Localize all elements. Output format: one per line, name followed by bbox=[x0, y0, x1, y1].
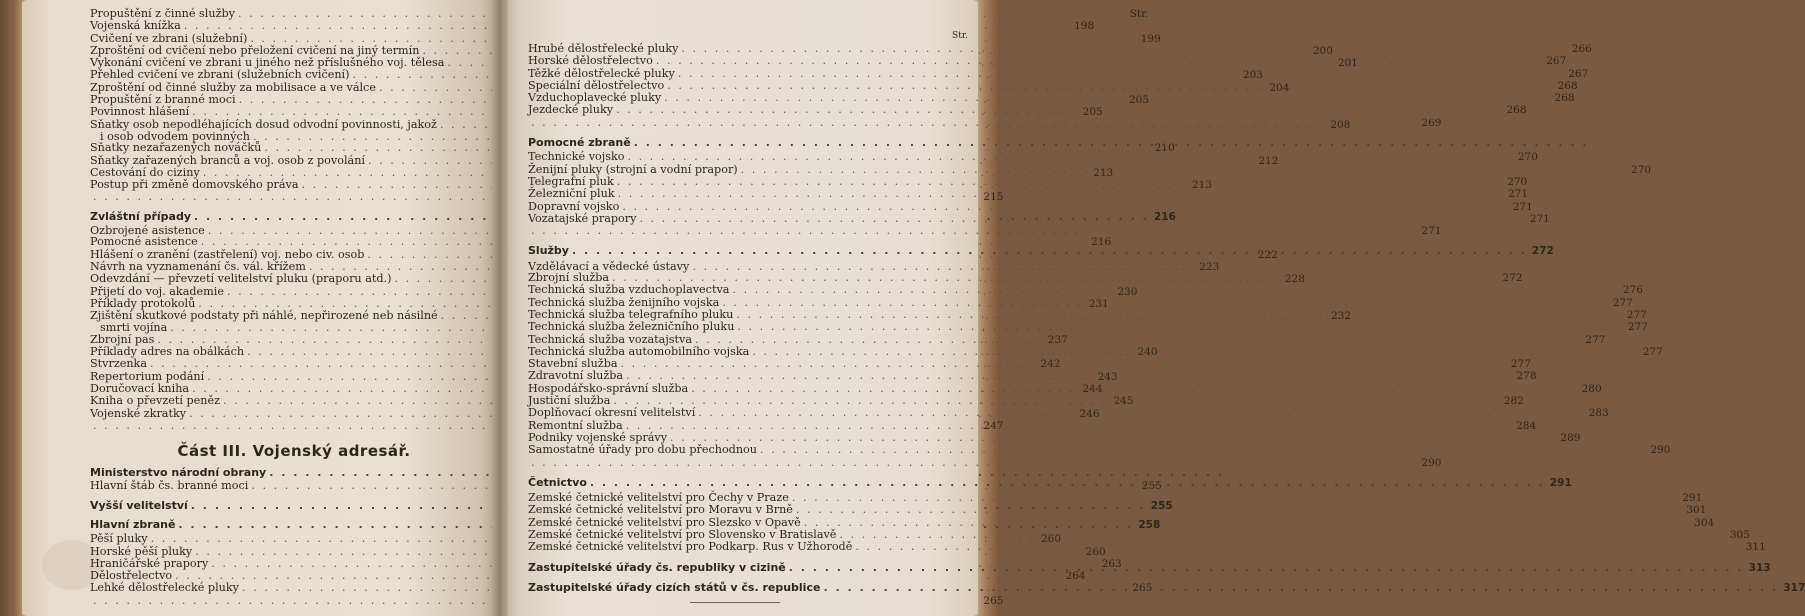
leader-dots bbox=[627, 151, 1510, 162]
section-title: Hlavní zbraně bbox=[90, 517, 176, 531]
leader-dots bbox=[616, 104, 1499, 115]
page-number: 216 bbox=[1153, 210, 1176, 223]
page-number: 313 bbox=[1748, 561, 1771, 574]
page-number: 304 bbox=[1694, 516, 1715, 529]
page-number: 277 bbox=[1626, 308, 1647, 321]
entry-title: Speciální dělostřelectvo bbox=[528, 78, 665, 92]
entry-title: Sňatky zařazených branců a voj. osob z povolání bbox=[90, 153, 365, 167]
toc-entry bbox=[528, 443, 1671, 457]
entry-title: Vojenská knížka bbox=[90, 19, 181, 33]
page-number: 289 bbox=[1560, 431, 1581, 444]
entry-title: Technická služba vzduchoplavectva bbox=[528, 283, 730, 297]
page-number: 271 bbox=[1512, 200, 1533, 213]
page-number: 291 bbox=[1682, 492, 1703, 505]
entry-title: Zemské četnické velitelství pro Slovensko v Bratislavě bbox=[528, 527, 837, 541]
entry-title: Těžké dělostřelecké pluky bbox=[528, 66, 675, 80]
leader-dots bbox=[789, 562, 1744, 573]
entry-title: Technická služba automobilního vojska bbox=[528, 344, 750, 358]
toc-entry bbox=[528, 199, 1533, 213]
part-title: Část III. Vojenský adresář. bbox=[177, 442, 411, 461]
page-number: 268 bbox=[1506, 104, 1527, 117]
page-number: 199 bbox=[1140, 32, 1161, 45]
section-heading bbox=[90, 467, 498, 478]
leader-dots bbox=[691, 383, 1574, 394]
entry-title: Sňatky osob nepodléhajících dosud odvodní povinnosti, jakož bbox=[90, 117, 437, 131]
leader-dots bbox=[617, 176, 1500, 187]
entry-title: i osob odvodem povinných bbox=[100, 129, 250, 143]
page-number: 260 bbox=[1040, 533, 1062, 546]
leader-dots bbox=[855, 541, 1738, 552]
toc-entry bbox=[528, 225, 1442, 238]
book-gutter bbox=[492, 0, 508, 616]
page-number: 246 bbox=[1079, 407, 1100, 420]
entry-title: Příklady protokolů bbox=[90, 296, 196, 310]
page-rule bbox=[690, 602, 780, 603]
entry-title: Vojenské zkratky bbox=[90, 406, 187, 420]
leader-dots bbox=[590, 477, 1545, 488]
leader-dots bbox=[736, 309, 1619, 323]
page-number: 277 bbox=[1585, 333, 1606, 346]
leader-dots bbox=[626, 420, 1509, 431]
page-number: 284 bbox=[1516, 419, 1537, 432]
page-number: 267 bbox=[1546, 55, 1567, 68]
page-number: Str. bbox=[1129, 8, 1149, 20]
page-number: 203 bbox=[1242, 69, 1263, 82]
leader-dots bbox=[621, 358, 1504, 369]
section-heading bbox=[528, 137, 968, 148]
page-number: 266 bbox=[1571, 43, 1592, 55]
leader-dots bbox=[737, 321, 1620, 332]
page-number: 200 bbox=[1312, 44, 1333, 57]
entry-title: Zjištění skutkové podstaty při náhlé, nepřirozené neb násilné bbox=[90, 309, 438, 323]
entry-title: Hospodářsko-správní služba bbox=[528, 381, 689, 395]
page-number: 260 bbox=[1085, 545, 1106, 558]
entry-title: Ženijní pluky (strojní a vodní prapor) bbox=[528, 162, 738, 176]
leader-dots bbox=[626, 370, 1509, 381]
page-number: 270 bbox=[1631, 163, 1652, 176]
entry-title: Zemské četnické velitelství pro Podkarp. Rus v Užhorodě bbox=[528, 540, 853, 554]
page-number: 208 bbox=[1330, 118, 1351, 131]
leader-dots bbox=[698, 407, 1581, 418]
page-number: 205 bbox=[1128, 94, 1150, 107]
entry-title: Telegrafní pluk bbox=[528, 174, 614, 188]
entry-title: Jezdecké pluky bbox=[528, 103, 614, 117]
leader-dots bbox=[792, 492, 1675, 503]
page-number: 278 bbox=[1516, 370, 1537, 383]
leader-dots bbox=[741, 164, 1624, 175]
leader-dots bbox=[531, 225, 1414, 236]
leader-dots bbox=[839, 529, 1722, 540]
section-title: Četnictvo bbox=[528, 475, 587, 489]
entry-title: Lehké dělostřelecké pluky bbox=[90, 581, 239, 595]
entry-title: Pomocné asistence bbox=[90, 235, 198, 249]
leader-dots bbox=[796, 504, 1679, 515]
page-number: 210 bbox=[1154, 142, 1175, 155]
section-title: Zvláštní případy bbox=[90, 209, 191, 223]
leader-dots bbox=[760, 444, 1643, 455]
entry-title: Hraničářské prapory bbox=[90, 556, 209, 570]
entry-title: Samostatné úřady pro dobu přechodnou bbox=[528, 443, 757, 457]
page-number: 244 bbox=[1082, 382, 1103, 395]
leader-dots bbox=[752, 346, 1635, 357]
page-number: 222 bbox=[1257, 248, 1278, 261]
entry-title: Technická služba ženijního vojska bbox=[528, 295, 720, 309]
entry-title: Zproštění od cvičení nebo přeložení cvičení na jiný termín bbox=[90, 43, 420, 57]
page-number: 271 bbox=[1508, 188, 1529, 201]
leader-dots bbox=[612, 272, 1495, 286]
page-number: 255 bbox=[1141, 480, 1162, 493]
entry-title: Stvrzenka bbox=[90, 357, 147, 371]
entry-title: Technická služba vozatajstva bbox=[528, 332, 693, 346]
page-number: 268 bbox=[1554, 92, 1575, 105]
entry-title: Hlášení o zranění (zastřelení) voj. nebo civ. osob bbox=[90, 247, 365, 261]
page-number: 277 bbox=[1627, 321, 1648, 334]
entry-title: Vzdělávací a vědecké ústavy bbox=[528, 259, 690, 273]
page-number: 213 bbox=[1093, 166, 1114, 179]
page-number: 263 bbox=[1101, 557, 1122, 570]
entry-title: Přehled cvičení ve zbrani (služebních cvičení) bbox=[90, 68, 350, 82]
entry-title: Ozbrojené asistence bbox=[90, 224, 205, 238]
entry-title: Technická služba železničního pluku bbox=[528, 320, 735, 334]
leader-dots bbox=[667, 80, 1550, 91]
section-title: Služby bbox=[528, 244, 569, 258]
leader-dots bbox=[572, 245, 1527, 256]
page-number: 271 bbox=[1421, 225, 1442, 238]
page-number: 280 bbox=[1581, 382, 1602, 395]
entry-title: Pěší pluky bbox=[90, 532, 148, 546]
page-number: 270 bbox=[1517, 151, 1538, 164]
page-number: 265 bbox=[1132, 582, 1153, 595]
page-number: 272 bbox=[1531, 245, 1554, 258]
toc-entry bbox=[90, 594, 1004, 607]
entry-title: Zemské četnické velitelství pro Slezsko v Opavě bbox=[528, 515, 801, 529]
entry-title: Podniky vojenské správy bbox=[528, 430, 668, 444]
page-number: 305 bbox=[1729, 528, 1750, 541]
page-number: 258 bbox=[1138, 518, 1161, 531]
page-number: 223 bbox=[1199, 260, 1220, 273]
page-number: 204 bbox=[1269, 81, 1290, 94]
entry-title: Vzduchoplavecké pluky bbox=[528, 91, 662, 105]
entry-title: Cestování do ciziny bbox=[90, 165, 200, 179]
leader-dots bbox=[639, 210, 1522, 224]
page-number: 243 bbox=[1097, 370, 1118, 383]
entry-title: Horské pěší pluky bbox=[90, 544, 193, 558]
entry-title: Cvičení ve zbrani (služební) bbox=[90, 31, 248, 45]
page-number: 271 bbox=[1529, 212, 1550, 225]
page-number: 245 bbox=[1113, 395, 1134, 408]
entry-title: Propuštění z činné služby bbox=[90, 7, 235, 20]
page-number: 270 bbox=[1507, 175, 1528, 188]
page-number: 228 bbox=[1284, 273, 1305, 286]
page-number: 264 bbox=[1065, 570, 1086, 583]
entry-title: Železniční pluk bbox=[528, 187, 615, 201]
entry-title: Justiční služba bbox=[528, 394, 611, 408]
section-title: Vyšší velitelství bbox=[90, 498, 188, 512]
entry-title: Hlavní štáb čs. branné moci bbox=[90, 479, 249, 493]
entry-title: Doručovací kniha bbox=[90, 381, 190, 395]
page-number: 311 bbox=[1745, 541, 1766, 554]
entry-title: Repertorium podání bbox=[90, 369, 205, 383]
leader-dots bbox=[622, 201, 1505, 212]
leader-dots bbox=[613, 395, 1496, 406]
entry-title: Zproštění od činné služby za mobilisace a ve válce bbox=[90, 80, 376, 94]
page-number: 290 bbox=[1421, 456, 1442, 469]
entry-title: Povinnost hlášení bbox=[90, 105, 190, 119]
page-number: 213 bbox=[1191, 179, 1212, 192]
section-title: Ministerstvo národní obrany bbox=[90, 466, 267, 480]
entry-title: Příklady adres na obálkách bbox=[90, 345, 245, 359]
page-number: 283 bbox=[1588, 407, 1609, 420]
page-number: 240 bbox=[1137, 346, 1158, 359]
book-edge-left bbox=[0, 0, 24, 616]
leader-dots bbox=[732, 284, 1615, 295]
page-number: 205 bbox=[1082, 106, 1103, 119]
toc-entry bbox=[528, 320, 1648, 334]
leader-dots bbox=[670, 432, 1553, 443]
page-number: 215 bbox=[983, 191, 1004, 204]
section-title: Zastupitelské úřady čs. republiky v cizině bbox=[528, 560, 786, 574]
page-number: 277 bbox=[1510, 358, 1531, 371]
entry-title: Kniha o převzetí peněz bbox=[90, 394, 220, 408]
page-number: 277 bbox=[1642, 345, 1663, 358]
page-number: 301 bbox=[1686, 504, 1707, 517]
page-number: 317 bbox=[1783, 581, 1805, 594]
leader-dots bbox=[656, 55, 1539, 66]
page-number: 216 bbox=[1091, 236, 1112, 249]
leader-dots bbox=[531, 457, 1414, 468]
page-number: 232 bbox=[1331, 310, 1352, 323]
page-column-label: Str. bbox=[952, 31, 968, 41]
leader-dots bbox=[823, 582, 1778, 593]
page-number: 265 bbox=[983, 594, 1004, 607]
page-number: 269 bbox=[1421, 116, 1442, 129]
entry-title: Návrh na vyznamenání čs. vál. křížem bbox=[90, 259, 306, 273]
toc-entry bbox=[90, 19, 1095, 33]
page-number: 277 bbox=[1612, 296, 1633, 309]
page-number: 267 bbox=[1568, 67, 1589, 80]
entry-title: Propuštění z branné moci bbox=[90, 93, 236, 107]
toc-entry bbox=[90, 235, 1112, 249]
entry-title: Sňatky nezařazených nováčků bbox=[90, 141, 262, 155]
leader-dots bbox=[678, 68, 1561, 82]
page-number: 247 bbox=[983, 419, 1004, 432]
entry-title: Doplňovací okresní velitelství bbox=[528, 406, 696, 420]
section-title: Zastupitelské úřady cizích států v čs. republice bbox=[528, 580, 821, 594]
entry-title: smrti vojína bbox=[100, 321, 168, 335]
page-number: 237 bbox=[1047, 333, 1068, 346]
entry-title: Zbrojní služba bbox=[528, 271, 610, 285]
page-number: 242 bbox=[1040, 358, 1061, 371]
leader-dots bbox=[618, 188, 1501, 199]
entry-title: Zemské četnické velitelství pro Moravu v Brně bbox=[528, 503, 793, 517]
entry-title: Zdravotní služba bbox=[528, 369, 624, 383]
leader-dots bbox=[634, 137, 1589, 148]
entry-title: Vykonání cvičení ve zbrani u jiného než příslušného voj. tělesa bbox=[90, 56, 445, 70]
leader-dots bbox=[695, 334, 1578, 345]
page-number: 201 bbox=[1337, 57, 1358, 70]
page-number: 276 bbox=[1622, 284, 1643, 297]
entry-title: Stavební služba bbox=[528, 357, 618, 371]
entry-title: Technická služba telegrafního pluku bbox=[528, 307, 734, 321]
page-number: 272 bbox=[1502, 272, 1523, 285]
entry-title: Postup při změně domovského práva bbox=[90, 178, 299, 192]
leader-dots bbox=[664, 92, 1547, 103]
entry-title: Horské dělostřelectvo bbox=[528, 54, 653, 68]
entry-title: Dělostřelectvo bbox=[90, 569, 173, 583]
page-number: 282 bbox=[1503, 395, 1524, 408]
page-number: 291 bbox=[1549, 476, 1572, 489]
page-number: 255 bbox=[1150, 499, 1173, 512]
entry-title: Hrubé dělostřelecké pluky bbox=[528, 42, 679, 55]
page-number: 230 bbox=[1117, 285, 1138, 298]
page-number: 268 bbox=[1557, 79, 1578, 92]
toc-entry bbox=[528, 456, 1442, 469]
entry-title: Zemské četnické velitelství pro Čechy v Praze bbox=[528, 491, 789, 505]
entry-title: Přijetí do voj. akademie bbox=[90, 284, 224, 298]
entry-title: Remontní služba bbox=[528, 418, 623, 432]
leader-dots bbox=[681, 43, 1564, 54]
entry-title: Vozatajské prapory bbox=[528, 211, 637, 225]
page-number: 290 bbox=[1650, 444, 1671, 457]
leader-dots bbox=[804, 517, 1687, 528]
page-number: 212 bbox=[1258, 154, 1279, 167]
section-title: Pomocné zbraně bbox=[528, 136, 631, 150]
entry-title: Odevzdání — převzetí velitelství pluku (praporu atd.) bbox=[90, 272, 392, 286]
entry-title: Technické vojsko bbox=[528, 150, 625, 164]
entry-title: Zbrojní pas bbox=[90, 332, 155, 346]
page-number: 231 bbox=[1088, 297, 1109, 310]
leader-dots bbox=[531, 117, 1414, 128]
page-number: 198 bbox=[1074, 20, 1095, 33]
entry-title: Dopravní vojsko bbox=[528, 199, 620, 213]
leader-dots bbox=[722, 297, 1605, 308]
